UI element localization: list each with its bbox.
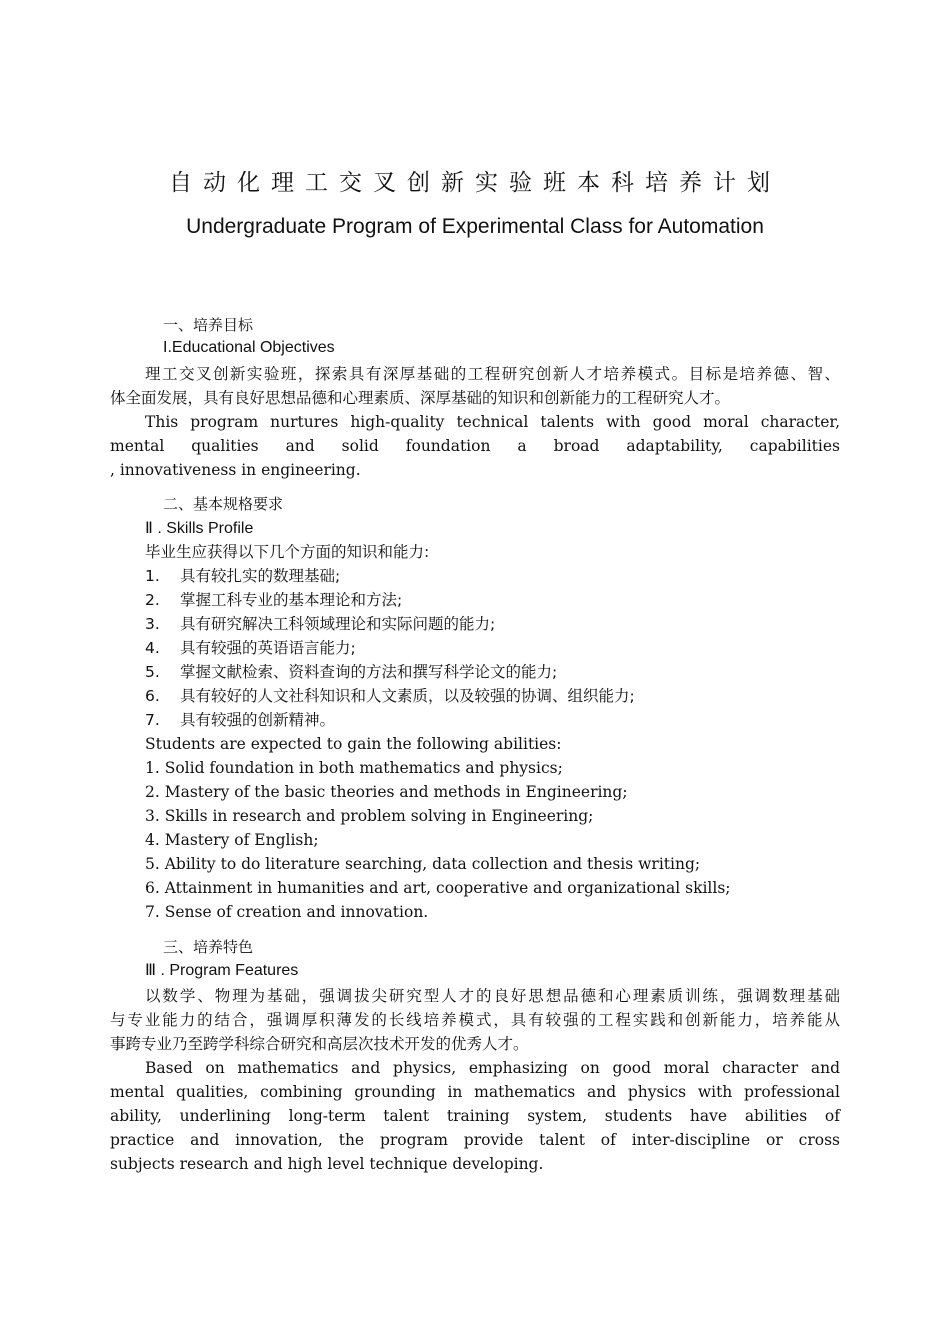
list-item: 2. 掌握工科专业的基本理论和方法; — [145, 591, 403, 609]
section1-heading-cn: 一、培养目标 — [163, 316, 254, 334]
section2-heading-cn: 二、基本规格要求 — [163, 495, 284, 513]
page-title-cn: 自动化理工交叉创新实验班本科培养计划 — [169, 170, 781, 196]
section3-heading-cn: 三、培养特色 — [163, 938, 254, 956]
list-item: 7. 具有较强的创新精神。 — [145, 711, 336, 729]
para-line: 与专业能力的结合，强调厚积薄发的长线培养模式，具有较强的工程实践和创新能力，培养能从 — [110, 1011, 840, 1029]
para-line: Based on mathematics and physics, emphasizing on good moral character and — [145, 1059, 840, 1077]
para-line: ability, underlining long-term talent training system, students have abilities of — [110, 1107, 840, 1125]
section2-heading-en: Ⅱ . Skills Profile — [145, 520, 254, 537]
list-item: 1. 具有较扎实的数理基础; — [145, 567, 341, 585]
section3-heading-en: Ⅲ . Program Features — [145, 962, 299, 979]
para-line: subjects research and high level technique developing. — [110, 1155, 544, 1173]
list-item: 4. Mastery of English; — [145, 831, 319, 849]
list-item: 4. 具有较强的英语语言能力; — [145, 639, 356, 657]
page-title-en: Undergraduate Program of Experimental Class for Automation — [186, 215, 764, 238]
list-item: 5. Ability to do literature searching, data collection and thesis writing; — [145, 855, 701, 873]
para-line: mental qualities, combining grounding in mathematics and physics with professional — [110, 1083, 840, 1101]
para-line: , innovativeness in engineering. — [110, 461, 361, 479]
list-item: 6. 具有较好的人文社科知识和人文素质，以及较强的协调、组织能力; — [145, 687, 635, 705]
list-item: 2. Mastery of the basic theories and methods in Engineering; — [145, 783, 628, 801]
list-item: 3. 具有研究解决工科领域理论和实际问题的能力; — [145, 615, 496, 633]
para-line: This program nurtures high-quality technical talents with good moral character, — [145, 413, 840, 431]
para-line: 理工交叉创新实验班，探索具有深厚基础的工程研究创新人才培养模式。目标是培养德、智、 — [145, 365, 840, 383]
list-item: 3. Skills in research and problem solving in Engineering; — [145, 807, 594, 825]
para-line: 事跨专业乃至跨学科综合研究和高层次技术开发的优秀人才。 — [110, 1035, 529, 1053]
intro-en: Students are expected to gain the following abilities: — [145, 735, 562, 753]
section2-body — [145, 540, 840, 924]
section1-heading-en: I.Educational Objectives — [163, 339, 335, 356]
para-line: practice and innovation, the program provide talent of inter-discipline or cross — [110, 1131, 840, 1149]
list-item: 7. Sense of creation and innovation. — [145, 903, 429, 921]
para-line: mental qualities and solid foundation a broad adaptability, capabilities — [110, 437, 840, 455]
intro-cn: 毕业生应获得以下几个方面的知识和能力: — [145, 543, 430, 561]
list-item: 6. Attainment in humanities and art, cooperative and organizational skills; — [145, 879, 731, 897]
section1-body — [110, 362, 840, 482]
list-item: 1. Solid foundation in both mathematics and physics; — [145, 759, 563, 777]
para-line: 体全面发展，具有良好思想品德和心理素质、深厚基础的知识和创新能力的工程研究人才。 — [110, 389, 731, 407]
para-line: 以数学、物理为基础，强调拔尖研究型人才的良好思想品德和心理素质训练，强调数理基础 — [145, 987, 840, 1005]
list-item: 5. 掌握文献检索、资料查询的方法和撰写科学论文的能力; — [145, 663, 558, 681]
section3-body — [110, 984, 840, 1176]
